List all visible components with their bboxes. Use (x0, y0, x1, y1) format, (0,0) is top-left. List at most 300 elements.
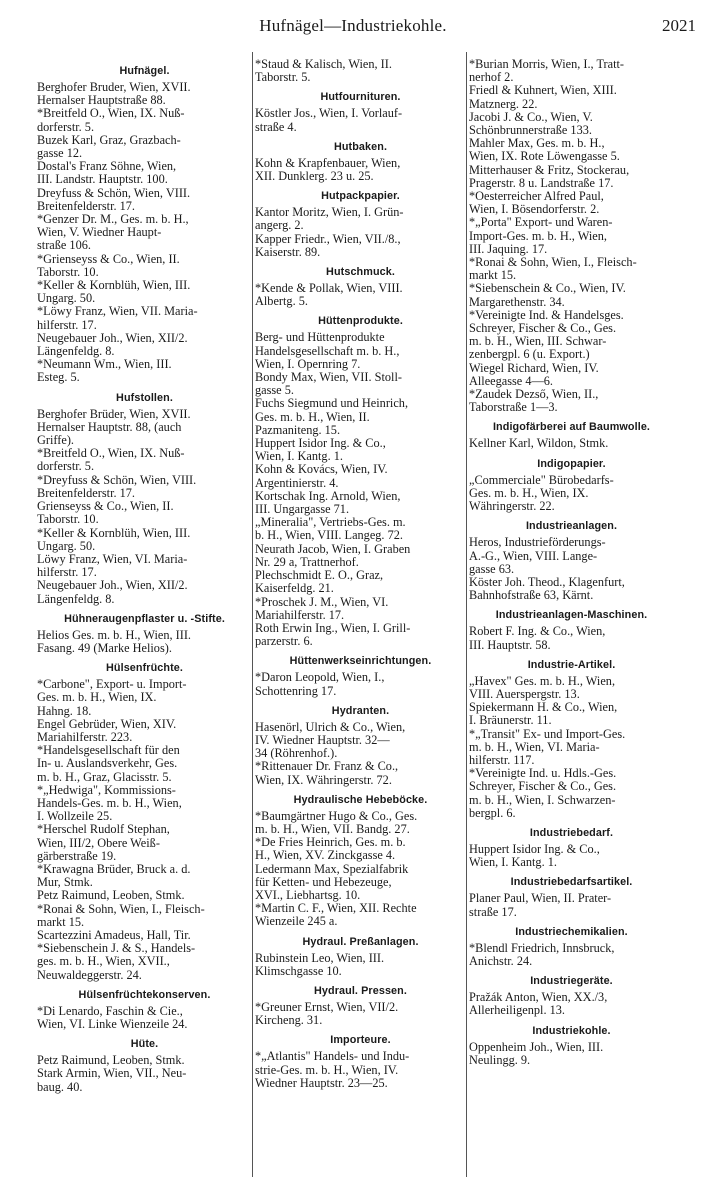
entry-line: Wiegel Richard, Wien, IV. (469, 360, 599, 375)
entry-line: Petz Raimund, Leoben, Stmk. (37, 1053, 185, 1068)
category-heading: Industriegeräte. (530, 975, 613, 988)
entry-line: parzerstr. 6. (255, 634, 313, 649)
entry-line: III. Hauptstr. 58. (469, 637, 551, 652)
entry-line: Wiedner Hauptstr. 23—25. (255, 1075, 388, 1090)
category-heading: Hydraul. Preßanlagen. (302, 935, 419, 948)
directory-entry (37, 107, 252, 133)
directory-entry (37, 527, 252, 553)
directory-entry (255, 282, 466, 308)
category-heading: Hühneraugenpflaster u. -Stifte. (64, 612, 225, 625)
entry-line: *Neumann Wm., Wien, III. (37, 357, 172, 372)
directory-entry (37, 889, 252, 902)
directory-entry (37, 718, 252, 744)
category-heading: Hüttenwerkseinrichtungen. (289, 655, 432, 668)
entry-line: *„Transit" Ex- und Import-Ges. (469, 726, 626, 741)
directory-entry (469, 84, 674, 110)
entry-line: Berg- und Hüttenprodukte (255, 330, 385, 345)
entry-line: Schreyer, Fischer & Co., Ges. (469, 321, 617, 336)
entry-line: Wien, IX. Rote Löwengasse 5. (469, 149, 620, 164)
directory-entry (255, 1001, 466, 1027)
directory-entry (255, 543, 466, 569)
directory-entry (37, 305, 252, 331)
category-heading: Industrie-Artikel. (527, 658, 616, 671)
entry-line: *Siebenschein & Co., Wien, IV. (469, 281, 626, 296)
entry-line: Hasenörl, Ulrich & Co., Wien, (255, 719, 406, 734)
entry-line: Neugebauer Joh., Wien, XII/2. (37, 578, 188, 593)
directory-entry (469, 1041, 674, 1067)
entry-line: Huppert Isidor Ing. & Co., (255, 436, 386, 451)
entry-line: dorferstr. 5. (37, 459, 95, 474)
entry-line: Neugebauer Joh., Wien, XII/2. (37, 330, 188, 345)
entry-line: m. b. H., Graz, Glacisstr. 5. (37, 769, 172, 784)
directory-entry (37, 784, 252, 824)
entry-line: Wien, I. Kantg. 1. (469, 855, 557, 870)
directory-entry (255, 1050, 466, 1090)
directory-entry (469, 892, 674, 918)
entry-line: Friedl & Kuhnert, Wien, XIII. (469, 83, 617, 98)
entry-line: angerg. 2. (255, 218, 304, 233)
entry-line: Kellner Karl, Wildon, Stmk. (469, 436, 609, 451)
entry-line: *De Fries Heinrich, Ges. m. b. (255, 835, 406, 850)
entry-line: Klimschgasse 10. (255, 963, 342, 978)
column-left (37, 58, 252, 1094)
entry-line: Bahnhofstraße 63, Kärnt. (469, 588, 594, 603)
directory-entry (37, 81, 252, 107)
directory-entry (37, 1067, 252, 1093)
column-middle (255, 58, 466, 1090)
entry-line: Bondy Max, Wien, VII. Stoll- (255, 370, 402, 385)
directory-entry (37, 253, 252, 279)
entry-line: *Breitfeld O., Wien, IX. Nuß- (37, 446, 185, 461)
directory-entry (469, 256, 674, 282)
directory-entry (37, 823, 252, 863)
entry-line: Wien, V. Wiedner Haupt- (37, 225, 162, 240)
entry-line: „Mineralia", Vertriebs-Ges. m. (255, 515, 406, 530)
directory-entry (37, 903, 252, 929)
entry-line: *Ronai & Sohn, Wien, I., Fleisch- (469, 255, 637, 270)
entry-line: Alleegasse 4—6. (469, 373, 554, 388)
directory-entry (469, 767, 674, 820)
directory-entry (255, 437, 466, 463)
entry-line: Ges. m. b. H., Wien, IX. (37, 690, 157, 705)
entry-line: *Blendl Friedrich, Innsbruck, (469, 940, 615, 955)
directory-entry (255, 863, 466, 903)
page-title: Hufnägel—Industriekohle. (259, 16, 447, 35)
entry-line: markt 15. (37, 914, 85, 929)
directory-entry (37, 134, 252, 160)
entry-line: *Vereinigte Ind. & Handelsges. (469, 307, 624, 322)
directory-entry (255, 569, 466, 595)
directory-entry (37, 500, 252, 526)
entry-line: Schreyer, Fischer & Co., Ges. (469, 779, 617, 794)
entry-line: I. Bräunerstr. 11. (469, 713, 552, 728)
entry-line: Neulingg. 9. (469, 1052, 531, 1067)
directory-entry (37, 332, 252, 358)
category-heading: Hutschmuck. (326, 266, 395, 279)
directory-entry (255, 490, 466, 516)
entry-line: *Burian Morris, Wien, I., Tratt- (469, 57, 625, 71)
entry-line: Engel Gebrüder, Wien, XIV. (37, 716, 177, 731)
entry-line: Hernalser Hauptstraße 88. (37, 93, 166, 108)
entry-line: m. b. H., Wien, VII. Bandg. 27. (255, 821, 410, 836)
entry-line: Längenfeldg. 8. (37, 344, 115, 359)
directory-entry (37, 160, 252, 186)
entry-line: Wien, I. Bösendorferstr. 2. (469, 202, 600, 217)
entry-line: gasse 63. (469, 561, 515, 576)
entry-line: *Kende & Pollak, Wien, VIII. (255, 281, 403, 296)
directory-entry (37, 629, 252, 655)
entry-line: *Krawagna Brüder, Bruck a. d. (37, 861, 191, 876)
directory-entry (37, 358, 252, 384)
entry-line: Kortschak Ing. Arnold, Wien, (255, 488, 401, 503)
entry-line: A.-G., Wien, VIII. Lange- (469, 548, 598, 563)
directory-entry (255, 810, 466, 836)
directory-entry (37, 579, 252, 605)
entry-line: Wien, I. Kantg. 1. (255, 449, 343, 464)
entry-line: Taborstraße 1—3. (469, 400, 558, 415)
entry-line: Rubinstein Leo, Wien, III. (255, 950, 385, 965)
directory-entry (469, 625, 674, 651)
directory-entry (255, 58, 466, 84)
category-heading: Hydraul. Pressen. (314, 984, 407, 997)
entry-line: VIII. Auerspergstr. 13. (469, 686, 580, 701)
entry-line: Berghofer Brüder, Wien, XVII. (37, 406, 191, 421)
entry-line: gasse 12. (37, 146, 83, 161)
entry-line: In- u. Auslandsverkehr, Ges. (37, 756, 178, 771)
entry-line: *Greuner Ernst, Wien, VII/2. (255, 999, 399, 1014)
entry-line: Mariahilferstr. 223. (37, 729, 133, 744)
entry-line: bergpl. 6. (469, 805, 516, 820)
entry-line: Handels-Ges. m. b. H., Wien, (37, 795, 182, 810)
entry-line: *Zaudek Dezső, Wien, II., (469, 387, 599, 402)
directory-entry (255, 233, 466, 259)
entry-line: Esteg. 5. (37, 370, 80, 385)
category-heading: Hülsenfrüchtekonserven. (78, 988, 211, 1001)
entry-line: XII. Dunklerg. 23 u. 25. (255, 169, 374, 184)
entry-line: Löwy Franz, Wien, VI. Maria- (37, 551, 188, 566)
category-heading: Industriebedarf. (529, 826, 614, 839)
entry-line: markt 15. (469, 268, 517, 283)
directory-entry (37, 408, 252, 448)
entry-line: zenbergpl. 6 (u. Export.) (469, 347, 590, 362)
entry-line: Schönbrunnerstraße 133. (469, 123, 592, 138)
entry-line: für Ketten- und Hebezeuge, (255, 874, 392, 889)
entry-line: Dostal's Franz Söhne, Wien, (37, 159, 177, 174)
directory-entry (255, 721, 466, 761)
directory-entry (37, 678, 252, 718)
column-divider (252, 52, 253, 1177)
entry-line: Kircheng. 31. (255, 1013, 323, 1028)
directory-entry (469, 843, 674, 869)
entry-line: *Siebenschein J. & S., Handels- (37, 941, 196, 956)
entry-line: Breitenfelderstr. 17. (37, 485, 136, 500)
category-heading: Hüte. (130, 1038, 159, 1051)
directory-entry (469, 942, 674, 968)
entry-line: Berghofer Bruder, Wien, XVII. (37, 80, 191, 94)
entry-line: Mariahilferstr. 17. (255, 607, 345, 622)
page-header (0, 0, 706, 42)
entry-line: hilferstr. 117. (469, 752, 535, 767)
entry-line: *„Hedwiga", Kommissions- (37, 782, 176, 797)
entry-line: *Rittenauer Dr. Franz & Co., (255, 759, 399, 774)
entry-line: *Genzer Dr. M., Ges. m. b. H., (37, 212, 189, 227)
category-heading: Hülsenfrüchte. (106, 662, 183, 675)
directory-entry (469, 282, 674, 308)
directory-entry (37, 279, 252, 305)
entry-line: Ungarg. 50. (37, 291, 96, 306)
entry-line: Pražák Anton, Wien, XX./3, (469, 990, 608, 1005)
directory-entry (469, 437, 674, 450)
directory-entry (469, 576, 674, 602)
entry-line: *Vereinigte Ind. u. Hdls.-Ges. (469, 766, 617, 781)
entry-line: Neuwaldeggerstr. 24. (37, 967, 142, 982)
entry-line: *Keller & Kornblüh, Wien, III. (37, 525, 191, 540)
directory-entry (469, 701, 674, 727)
entry-line: Petz Raimund, Leoben, Stmk. (37, 888, 185, 903)
entry-line: Währingerstr. 22. (469, 499, 555, 514)
entry-line: Hernalser Hauptstr. 88, (auch (37, 419, 182, 434)
entry-line: gasse 5. (255, 383, 294, 398)
entry-line: baug. 40. (37, 1079, 83, 1094)
entry-line: „Havex" Ges. m. b. H., Wien, (469, 673, 616, 688)
entry-line: Dreyfuss & Schön, Wien, VIII. (37, 185, 191, 200)
directory-entry (37, 942, 252, 982)
entry-line: *Martin C. F., Wien, XII. Rechte (255, 901, 417, 916)
entry-line: Taborstr. 10. (37, 264, 99, 279)
entry-line: Ges. m. b. H., Wien, IX. (469, 485, 589, 500)
entry-line: Scartezzini Amadeus, Hall, Tir. (37, 927, 191, 942)
entry-line: *Baumgärtner Hugo & Co., Ges. (255, 808, 418, 823)
entry-line: Ungarg. 50. (37, 538, 96, 553)
column-divider (466, 52, 467, 1177)
directory-entry (255, 463, 466, 489)
entry-line: Köstler Jos., Wien, I. Vorlauf- (255, 106, 403, 121)
category-heading: Hutpackpapier. (321, 190, 400, 203)
directory-entry (469, 58, 674, 84)
entry-line: Nr. 29 a, Trattnerhof. (255, 554, 359, 569)
entry-line: Huppert Isidor Ing. & Co., (469, 841, 600, 856)
entry-line: Längenfeldg. 8. (37, 591, 115, 606)
directory-entry (255, 516, 466, 542)
entry-line: *Keller & Kornblüh, Wien, III. (37, 278, 191, 293)
entry-line: Anichstr. 24. (469, 953, 533, 968)
entry-line: m. b. H., Wien, I. Schwarzen- (469, 792, 616, 807)
entry-line: IV. Wiedner Hauptstr. 32— (255, 732, 390, 747)
entry-line: Mitterhauser & Fritz, Stockerau, (469, 162, 630, 177)
directory-entry (255, 206, 466, 232)
entry-line: *Herschel Rudolf Stephan, (37, 822, 170, 837)
category-heading: Importeure. (330, 1034, 391, 1047)
page-number: 2021 (662, 16, 696, 35)
category-heading: Indigopapier. (537, 457, 606, 470)
entry-line: Matznerg. 22. (469, 96, 538, 111)
entry-line: *Daron Leopold, Wien, I., (255, 670, 385, 685)
category-heading: Hüttenprodukte. (318, 315, 403, 328)
entry-line: „Commerciale" Bürobedarfs- (469, 472, 614, 487)
entry-line: Import-Ges. m. b. H., Wien, (469, 228, 607, 243)
entry-line: Taborstr. 10. (37, 512, 99, 527)
entry-line: *Ronai & Sohn, Wien, I., Fleisch- (37, 901, 205, 916)
category-heading: Hufnägel. (119, 65, 170, 77)
directory-entry (469, 309, 674, 362)
entry-line: Fuchs Siegmund und Heinrich, (255, 396, 409, 411)
entry-line: H., Wien, XV. Zinckgasse 4. (255, 848, 396, 863)
entry-line: Fasang. 49 (Marke Helios). (37, 640, 172, 655)
directory-entry (469, 362, 674, 388)
entry-line: *„Porta" Export- und Waren- (469, 215, 613, 230)
entry-line: Margarethenstr. 34. (469, 294, 565, 309)
entry-line: Mahler Max, Ges. m. b. H., (469, 136, 605, 151)
entry-line: III. Ungargasse 71. (255, 502, 350, 517)
category-heading: Industriekohle. (532, 1024, 611, 1037)
directory-entry (469, 388, 674, 414)
directory-entry (255, 331, 466, 371)
entry-line: straße 106. (37, 238, 91, 253)
directory-entry (255, 836, 466, 862)
entry-line: *Carbone", Export- u. Import- (37, 677, 187, 692)
directory-entry (255, 902, 466, 928)
entry-line: ges. m. b. H., Wien, XVII., (37, 954, 170, 969)
entry-line: Stark Armin, Wien, VII., Neu- (37, 1066, 187, 1081)
entry-line: *Löwy Franz, Wien, VII. Maria- (37, 304, 198, 319)
directory-entry (37, 187, 252, 213)
entry-line: strie-Ges. m. b. H., Wien, IV. (255, 1062, 399, 1077)
entry-line: Köster Joh. Theod., Klagenfurt, (469, 574, 625, 589)
entry-line: Albertg. 5. (255, 294, 308, 309)
entry-line: Kantor Moritz, Wien, I. Grün- (255, 205, 404, 220)
category-heading: Hydraulische Hebeböcke. (293, 793, 428, 806)
entry-line: gärberstraße 19. (37, 848, 117, 863)
directory-entry (469, 728, 674, 768)
entry-line: Wien, IX. Währingerstr. 72. (255, 772, 392, 787)
entry-line: *„Atlantis" Handels- und Indu- (255, 1049, 410, 1064)
entry-line: *Breitfeld O., Wien, IX. Nuß- (37, 106, 185, 121)
directory-entry (469, 190, 674, 216)
column-right (469, 58, 674, 1067)
entry-line: Mur, Stmk. (37, 875, 93, 890)
entry-line: *Staud & Kalisch, Wien, II. (255, 57, 392, 71)
directory-entry (469, 991, 674, 1017)
entry-line: Wien, I. Opernring 7. (255, 356, 361, 371)
directory-entry (255, 371, 466, 397)
entry-line: *Proschek J. M., Wien, VI. (255, 594, 389, 609)
entry-line: 34 (Röhrenhof.). (255, 746, 338, 761)
directory-entry (469, 137, 674, 163)
entry-line: Schottenring 17. (255, 683, 337, 698)
entry-line: m. b. H., Wien, VI. Maria- (469, 739, 600, 754)
entry-line: Hahng. 18. (37, 703, 92, 718)
entry-line: *Grienseyss & Co., Wien, II. (37, 251, 180, 266)
entry-line: Argentinierstr. 4. (255, 475, 339, 490)
entry-line: dorferstr. 5. (37, 119, 95, 134)
directory-entry (469, 675, 674, 701)
entry-line: Wienzeile 245 a. (255, 914, 338, 929)
directory-entry (469, 474, 674, 514)
entry-line: Allerheiligenpl. 13. (469, 1003, 565, 1018)
entry-line: XVI., Liebhartsg. 10. (255, 887, 361, 902)
entry-line: hilferstr. 17. (37, 317, 97, 332)
entry-line: Kaiserfeldg. 21. (255, 581, 334, 596)
entry-line: III. Landstr. Hauptstr. 100. (37, 172, 168, 187)
entry-line: nerhof 2. (469, 70, 514, 85)
directory-entry (255, 107, 466, 133)
entry-line: Kaiserstr. 89. (255, 244, 321, 259)
entry-line: Jacobi J. & Co., Wien, V. (469, 109, 593, 124)
directory-entry (469, 111, 674, 137)
directory-entry (255, 596, 466, 622)
entry-line: Grienseyss & Co., Wien, II. (37, 499, 174, 514)
entry-line: Pazmaniteng. 15. (255, 422, 341, 437)
entry-line: Plechschmidt E. O., Graz, (255, 568, 384, 583)
entry-line: b. H., Wien, VIII. Langeg. 72. (255, 528, 403, 543)
directory-entry (37, 213, 252, 253)
entry-line: straße 17. (469, 904, 517, 919)
directory-entry (37, 863, 252, 889)
entry-line: III. Jaquing. 17. (469, 241, 548, 256)
entry-line: Taborstr. 5. (255, 70, 311, 85)
entry-line: Wien, III/2, Obere Weiß- (37, 835, 160, 850)
entry-line: Kohn & Kovács, Wien, IV. (255, 462, 388, 477)
entry-line: Kapper Friedr., Wien, VII./8., (255, 231, 401, 246)
entry-line: *Di Lenardo, Faschin & Cie., (37, 1003, 183, 1018)
category-heading: Industrieanlagen. (525, 520, 618, 533)
entry-line: Kohn & Krapfenbauer, Wien, (255, 155, 401, 170)
entry-line: *Oesterreicher Alfred Paul, (469, 189, 604, 204)
directory-entry (37, 744, 252, 784)
entry-line: Planer Paul, Wien, II. Prater- (469, 891, 612, 906)
entry-line: Buzek Karl, Graz, Grazbach- (37, 132, 181, 147)
category-heading: Hutfournituren. (320, 91, 401, 104)
entry-line: Oppenheim Joh., Wien, III. (469, 1039, 604, 1054)
directory-entry (255, 671, 466, 697)
entry-line: Ledermann Max, Spezialfabrik (255, 861, 409, 876)
category-heading: Industriebedarfsartikel. (510, 876, 633, 889)
entry-line: Ges. m. b. H., Wien, II. (255, 409, 370, 424)
category-heading: Hufstollen. (116, 391, 173, 404)
directory-entry (37, 447, 252, 473)
directory-entry (37, 474, 252, 500)
directory-entry (255, 760, 466, 786)
category-heading: Industrieanlagen-Maschinen. (495, 609, 648, 622)
entry-line: Wien, VI. Linke Wienzeile 24. (37, 1017, 188, 1031)
entry-line: Neurath Jacob, Wien, I. Graben (255, 541, 411, 556)
entry-line: Pragerstr. 8 u. Landstraße 17. (469, 175, 614, 190)
entry-line: m. b. H., Wien, III. Schwar- (469, 334, 607, 349)
entry-line: Robert F. Ing. & Co., Wien, (469, 624, 606, 639)
entry-line: hilferstr. 17. (37, 565, 97, 580)
entry-line: *Handelsgesellschaft für den (37, 743, 180, 758)
entry-line: *Dreyfuss & Schön, Wien, VIII. (37, 472, 197, 487)
directory-entry (255, 622, 466, 648)
category-heading: Indigofärberei auf Baumwolle. (492, 421, 651, 434)
category-heading: Hutbaken. (333, 140, 388, 153)
category-heading: Industriechemikalien. (515, 925, 628, 938)
entry-line: straße 4. (255, 119, 297, 134)
entry-line: Griffe). (37, 433, 74, 448)
entry-line: Roth Erwin Ing., Wien, I. Grill- (255, 620, 411, 635)
directory-entry (255, 952, 466, 978)
directory-entry (37, 553, 252, 579)
directory-entry (255, 397, 466, 437)
directory-entry (469, 164, 674, 190)
entry-line: Spiekermann H. & Co., Wien, (469, 700, 618, 715)
directory-entry (469, 536, 674, 576)
entry-line: Breitenfelderstr. 17. (37, 198, 136, 213)
directory-entry (469, 216, 674, 256)
directory-entry (37, 1005, 252, 1031)
entry-line: Handelsgesellschaft m. b. H., (255, 343, 400, 358)
category-heading: Hydranten. (331, 704, 390, 717)
